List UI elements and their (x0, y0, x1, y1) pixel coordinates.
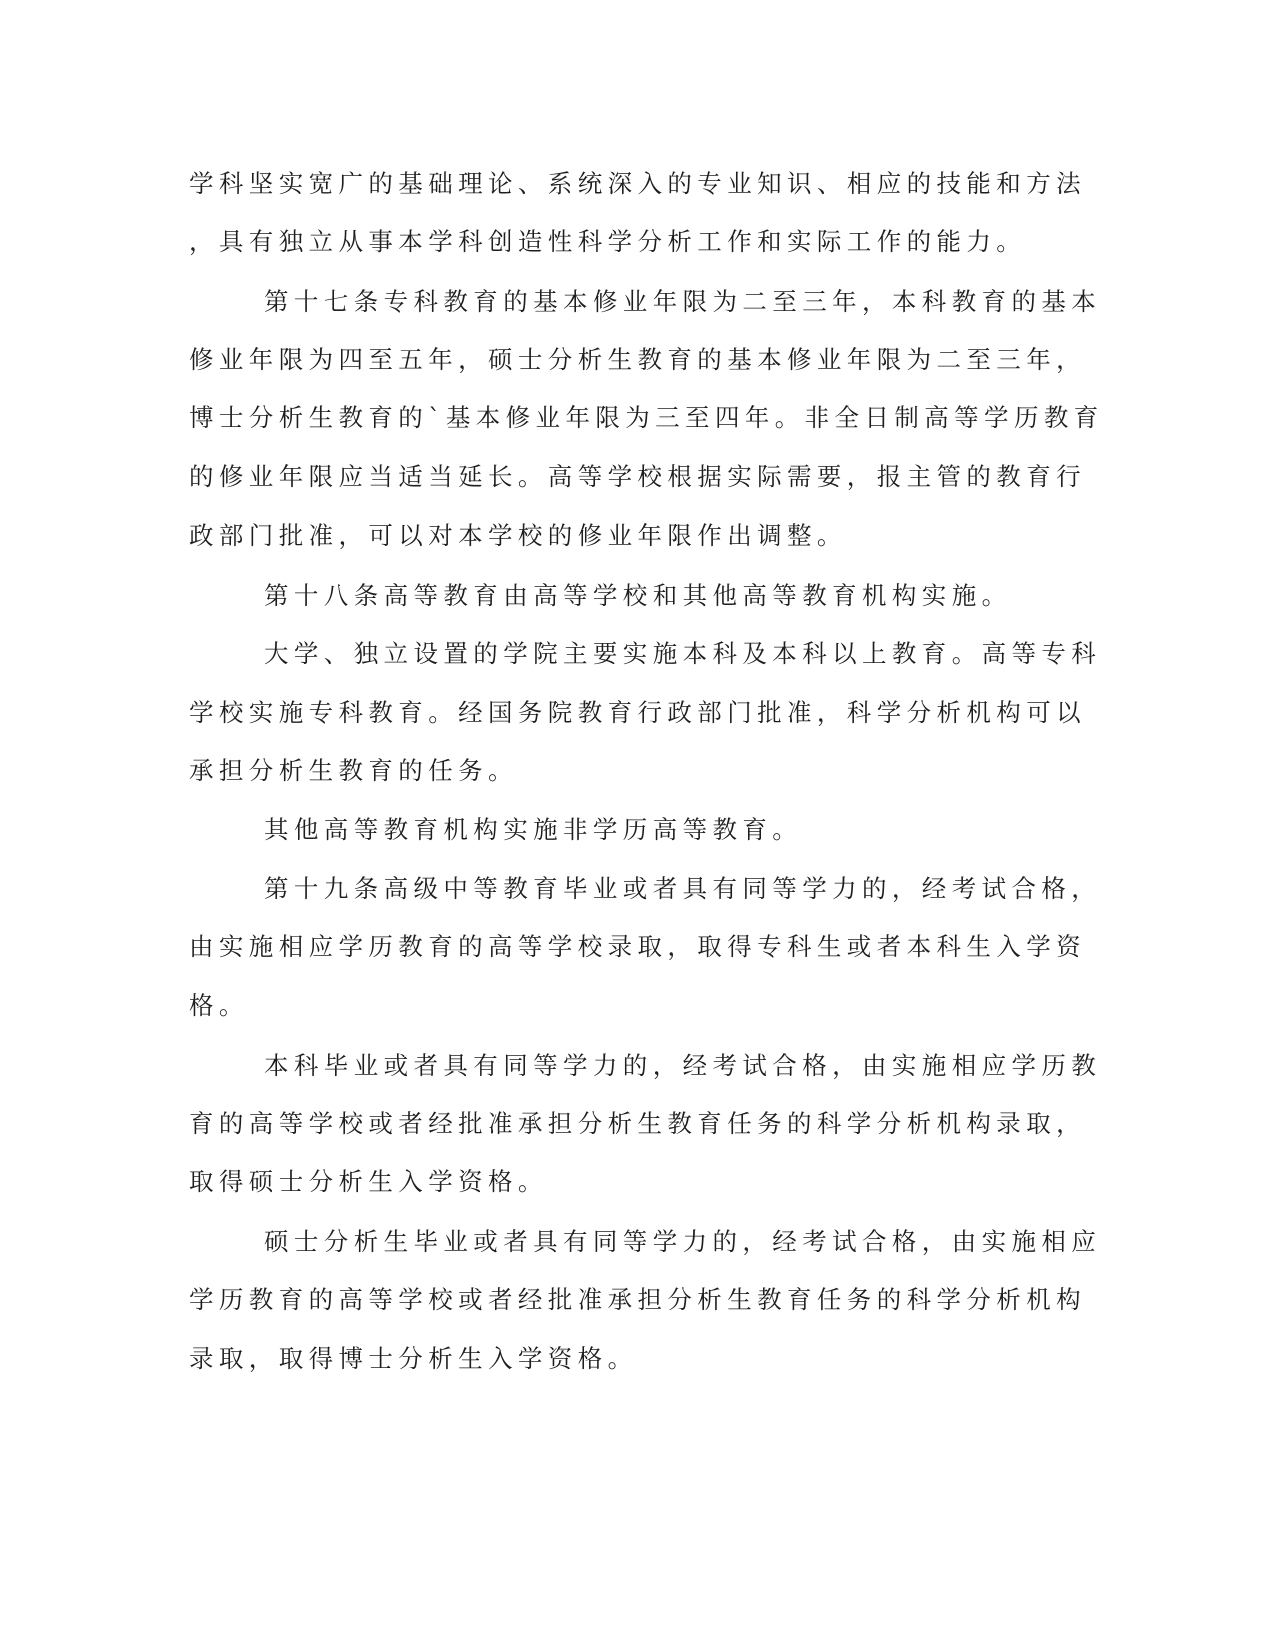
text-line: 第十八条高等教育由高等学校和其他高等教育机构实施。 (264, 581, 1012, 610)
text-line: 育的高等学校或者经批准承担分析生教育任务的科学分析机构录取， (189, 1109, 1086, 1138)
text-line: 格。 (189, 991, 249, 1020)
text-line: 取得硕士分析生入学资格。 (189, 1167, 548, 1196)
text-line: 由实施相应学历教育的高等学校录取，取得专科生或者本科生入学资 (189, 932, 1086, 961)
text-line: 第十七条专科教育的基本修业年限为二至三年，本科教育的基本 (264, 287, 1102, 316)
text-line: 学科坚实宽广的基础理论、系统深入的专业知识、相应的技能和方法 (189, 169, 1086, 198)
text-line: 录取，取得博士分析生入学资格。 (189, 1344, 638, 1373)
text-line: 硕士分析生毕业或者具有同等学力的，经考试合格，由实施相应 (264, 1227, 1102, 1256)
text-line: 修业年限为四至五年，硕士分析生教育的基本修业年限为二至三年， (189, 345, 1086, 374)
text-line: 承担分析生教育的任务。 (189, 756, 518, 785)
text-line: 其他高等教育机构实施非学历高等教育。 (264, 815, 803, 844)
text-line: ，具有独立从事本学科创造性科学分析工作和实际工作的能力。 (189, 227, 1027, 256)
text-line: 的修业年限应当适当延长。高等学校根据实际需要，报主管的教育行 (189, 462, 1086, 491)
text-line: 博士分析生教育的`基本修业年限为三至四年。非全日制高等学历教育 (189, 403, 1104, 432)
text-line: 学历教育的高等学校或者经批准承担分析生教育任务的科学分析机构 (189, 1285, 1086, 1314)
text-line: 大学、独立设置的学院主要实施本科及本科以上教育。高等专科 (264, 639, 1102, 668)
text-line: 政部门批准，可以对本学校的修业年限作出调整。 (189, 521, 847, 550)
text-line: 本科毕业或者具有同等学力的，经考试合格，由实施相应学历教 (264, 1051, 1102, 1080)
text-line: 学校实施专科教育。经国务院教育行政部门批准，科学分析机构可以 (189, 698, 1086, 727)
text-line: 第十九条高级中等教育毕业或者具有同等学力的，经考试合格， (264, 874, 1102, 903)
